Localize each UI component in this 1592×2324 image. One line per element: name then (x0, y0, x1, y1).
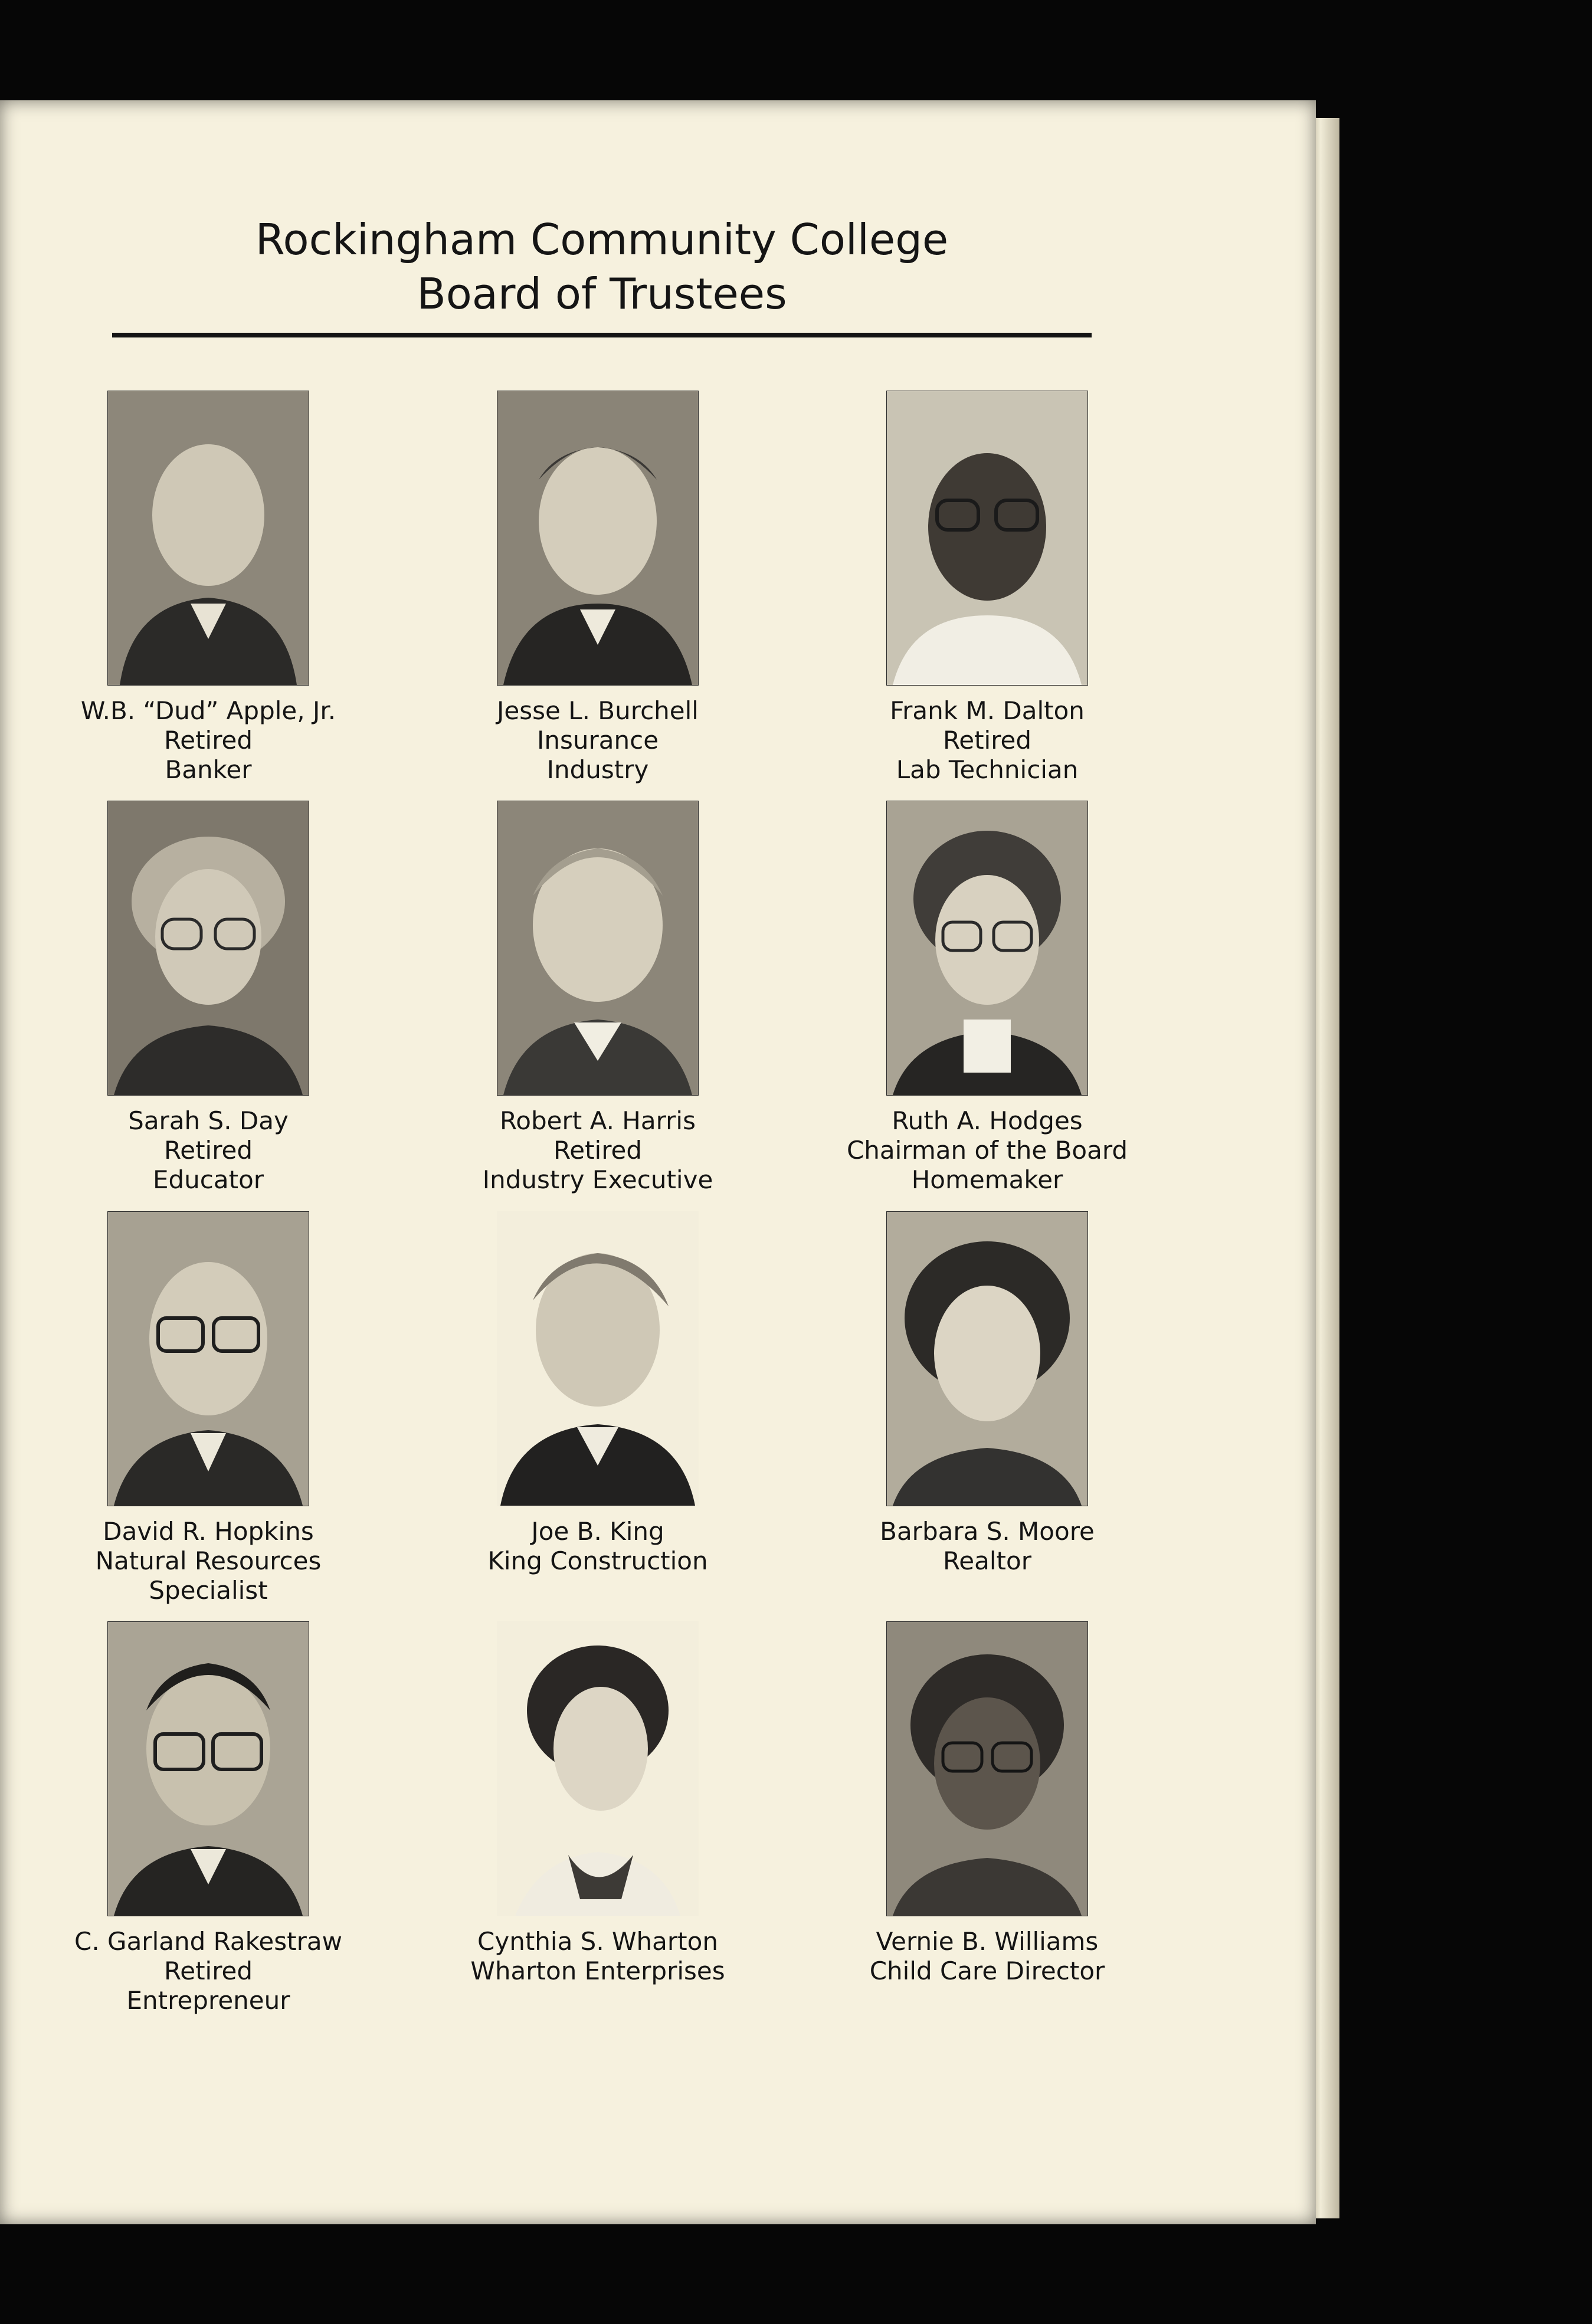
trustee-caption (433, 1106, 763, 1195)
portrait-image (108, 391, 309, 685)
trustee-detail-1: Chairman of the Board (846, 1136, 1128, 1165)
trustee-card (433, 1211, 763, 1576)
trustee-detail-2: Entrepreneur (126, 1986, 290, 2015)
trustee-detail-2: Specialist (149, 1576, 268, 1605)
trustee-caption (822, 1517, 1152, 1576)
trustee-card (822, 1621, 1152, 1986)
trustee-name: Sarah S. Day (128, 1106, 289, 1135)
trustee-card (43, 1211, 374, 1605)
title-rule (112, 333, 1092, 337)
portrait-image (497, 1212, 698, 1506)
trustee-photo (497, 1211, 699, 1506)
trustee-name: W.B. “Dud” Apple, Jr. (80, 696, 336, 725)
trustee-detail-1: King Construction (487, 1546, 708, 1575)
trustee-detail-1: Insurance (536, 726, 659, 755)
portrait-image (497, 801, 698, 1095)
trustee-detail-1: Retired (163, 1136, 253, 1165)
trustee-detail-1: Realtor (943, 1546, 1031, 1575)
trustee-name: Cynthia S. Wharton (477, 1927, 718, 1956)
trustee-detail-1: Retired (163, 1956, 253, 1985)
trustee-photo (497, 391, 699, 686)
trustee-card (43, 1621, 374, 2015)
trustee-card (433, 391, 763, 785)
trustee-detail-2: Homemaker (911, 1165, 1063, 1194)
title-line-2: Board of Trustees (417, 269, 787, 319)
trustee-detail-2: Industry (546, 755, 649, 784)
trustee-detail-1: Retired (942, 726, 1032, 755)
trustee-name: Ruth A. Hodges (892, 1106, 1083, 1135)
trustee-detail-1: Natural Resources (95, 1546, 322, 1575)
portrait-image (887, 1212, 1087, 1506)
trustee-detail-1: Wharton Enterprises (470, 1956, 725, 1985)
trustee-name: Robert A. Harris (500, 1106, 696, 1135)
portrait-image (887, 801, 1087, 1095)
portrait-image (497, 1622, 698, 1916)
portrait-image (887, 391, 1087, 685)
trustee-name: David R. Hopkins (103, 1517, 314, 1546)
trustee-card (433, 801, 763, 1195)
trustee-caption (433, 1517, 763, 1576)
trustee-caption (822, 1106, 1152, 1195)
trustee-name: Barbara S. Moore (880, 1517, 1095, 1546)
trustee-detail-2: Lab Technician (896, 755, 1079, 784)
trustee-photo (107, 1211, 309, 1506)
trustee-card (433, 1621, 763, 1986)
trustee-caption (43, 1927, 374, 2015)
portrait-image (108, 1622, 309, 1916)
trustee-caption (822, 1927, 1152, 1986)
trustee-card (822, 801, 1152, 1195)
trustee-photo (107, 391, 309, 686)
trustee-photo (497, 801, 699, 1096)
trustee-caption (43, 696, 374, 785)
trustee-caption (433, 1927, 763, 1986)
document-page (0, 100, 1316, 2224)
trustee-caption (433, 696, 763, 785)
trustee-name: Jesse L. Burchell (497, 696, 699, 725)
trustee-card (43, 391, 374, 785)
trustee-name: Frank M. Dalton (890, 696, 1085, 725)
portrait-image (108, 801, 309, 1095)
trustee-card (43, 801, 374, 1195)
trustee-detail-1: Child Care Director (869, 1956, 1105, 1985)
trustee-detail-2: Banker (165, 755, 252, 784)
trustee-caption (43, 1517, 374, 1605)
page-title (112, 212, 1092, 321)
trustee-photo (886, 1211, 1088, 1506)
trustee-name: Joe B. King (531, 1517, 664, 1546)
trustee-card (822, 391, 1152, 785)
portrait-image (108, 1212, 309, 1506)
trustee-photo (886, 801, 1088, 1096)
trustee-photo (497, 1621, 699, 1916)
trustee-name: Vernie B. Williams (876, 1927, 1099, 1956)
trustee-caption (822, 696, 1152, 785)
trustee-name: C. Garland Rakestraw (74, 1927, 342, 1956)
title-line-1: Rockingham Community College (255, 215, 949, 264)
trustee-detail-1: Retired (163, 726, 253, 755)
trustee-detail-1: Retired (553, 1136, 643, 1165)
portrait-image (497, 391, 698, 685)
trustee-detail-2: Industry Executive (482, 1165, 713, 1194)
portrait-image (887, 1622, 1087, 1916)
trustee-photo (107, 1621, 309, 1916)
trustee-photo (886, 391, 1088, 686)
trustee-detail-2: Educator (152, 1165, 264, 1194)
trustee-card (822, 1211, 1152, 1576)
trustee-photo (886, 1621, 1088, 1916)
trustee-photo (107, 801, 309, 1096)
trustee-caption (43, 1106, 374, 1195)
